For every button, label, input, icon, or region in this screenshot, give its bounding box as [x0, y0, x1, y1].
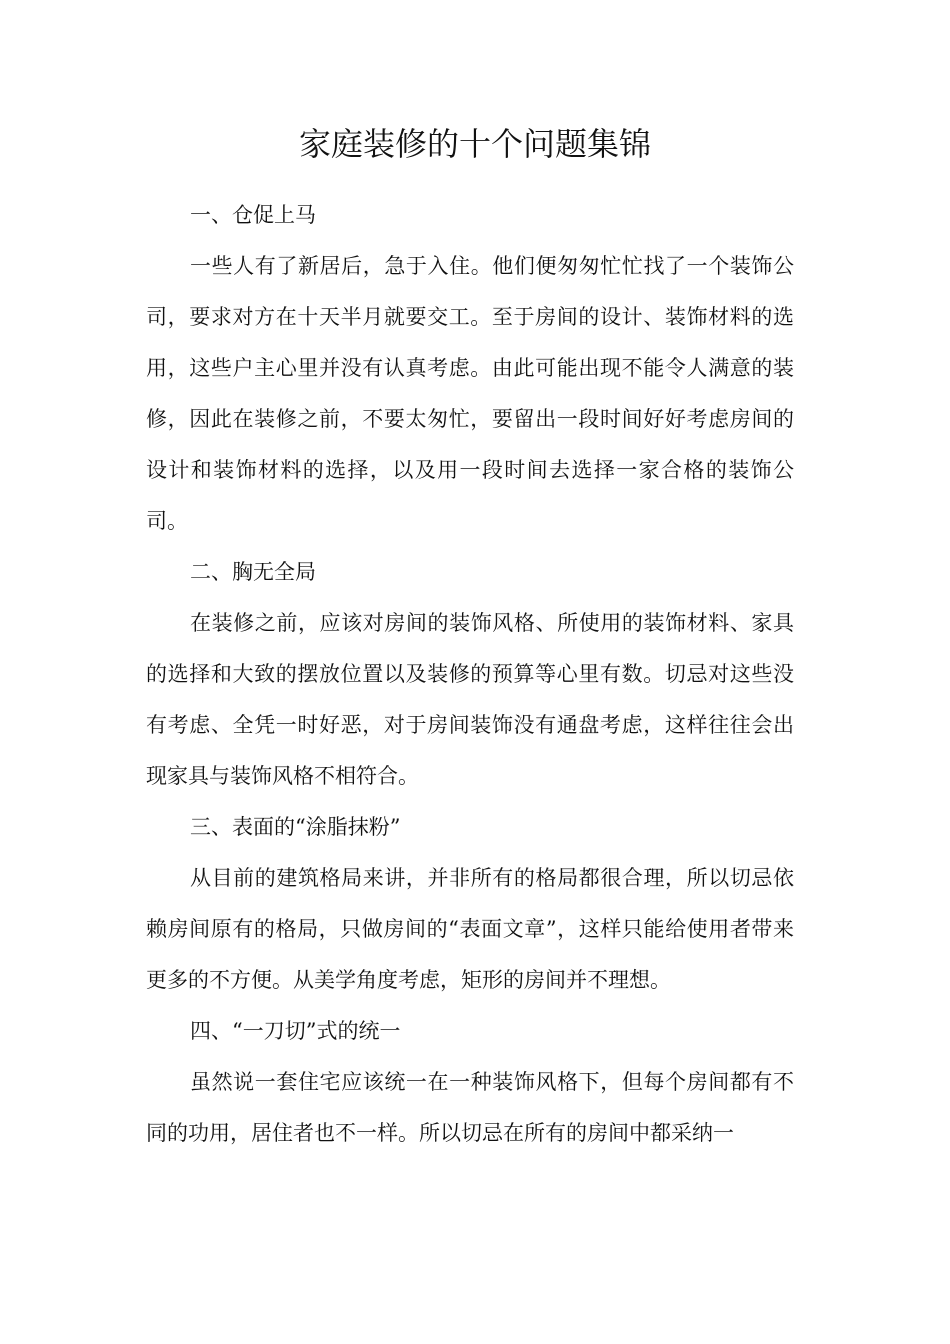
- paragraph-1: 一些人有了新居后，急于入住。他们便匆匆忙忙找了一个装饰公司，要求对方在十天半月就要交工。至于房间的设计、装饰材料的选用，这些户主心里并没有认真考虑。由此可能出现不能令人满意的装修，因此在装修之前，不要太匆忙，要留出一段时间好好考虑房间的设计和装饰材料的选择，以及用一段时间去选择一家合格的装饰公司。: [146, 254, 794, 533]
- paragraph-4: 虽然说一套住宅应该统一在一种装饰风格下，但每个房间都有不同的功用，居住者也不一样。所以切忌在所有的房间中都采纳一: [146, 1070, 794, 1145]
- section-heading-2: 二、胸无全局: [190, 560, 316, 584]
- paragraph-3: 从目前的建筑格局来讲，并非所有的格局都很合理，所以切忌依赖房间原有的格局，只做房间的“表面文章”，这样只能给使用者带来更多的不方便。从美学角度考虑，矩形的房间并不理想。: [146, 866, 794, 992]
- section-heading-3: 三、表面的“涂脂抹粉”: [190, 815, 401, 839]
- section-heading-1: 一、仓促上马: [190, 203, 316, 227]
- section-heading-4: 四、“一刀切”式的统一: [190, 1019, 401, 1043]
- document-title: 家庭装修的十个问题集锦: [298, 125, 651, 163]
- paragraph-2: 在装修之前，应该对房间的装饰风格、所使用的装饰材料、家具的选择和大致的摆放位置以及装修的预算等心里有数。切忌对这些没有考虑、全凭一时好恶，对于房间装饰没有通盘考虑，这样往往会出现家具与装饰风格不相符合。: [146, 611, 794, 788]
- document-body: [146, 190, 794, 1159]
